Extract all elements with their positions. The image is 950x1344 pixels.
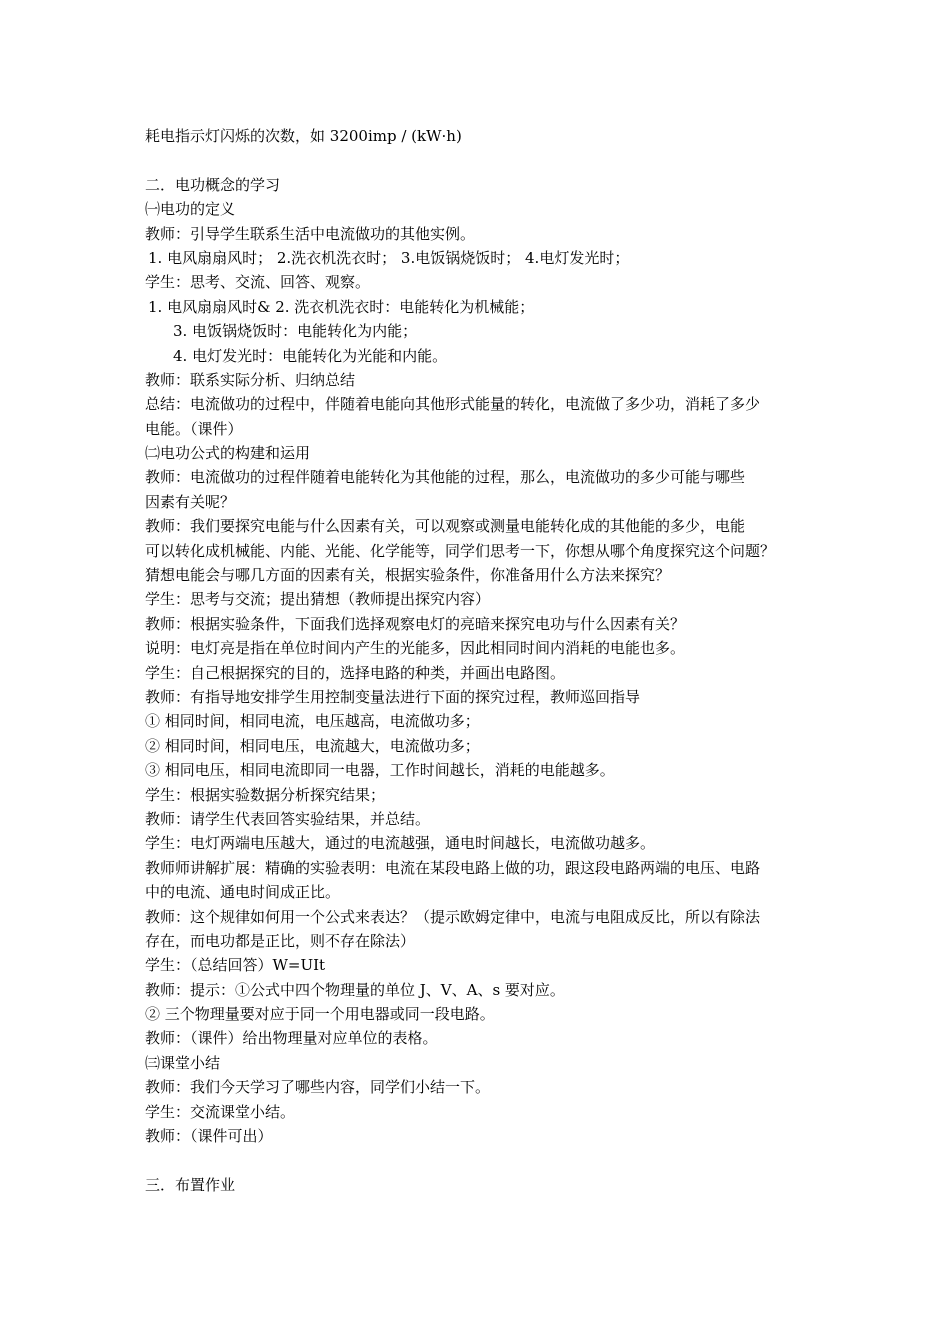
text-line: 教师：我们今天学习了哪些内容，同学们小结一下。 [145, 1078, 491, 1097]
text-line: 4. 电灯发光时：电能转化为光能和内能。 [173, 346, 448, 365]
text-line: 教师：（课件可出） [145, 1127, 273, 1146]
blank-line [145, 148, 810, 172]
text-line: 学生：思考、交流、回答、观察。 [145, 273, 371, 292]
text-line: 学生：根据实验数据分析探究结果； [145, 785, 386, 804]
text-line: 学生：电灯两端电压越大，通过的电流越强，通电时间越长，电流做功越多。 [145, 834, 656, 853]
list-item: ③ 相同电压，相同电流即同一电器，工作时间越长，消耗的电能越多。 [145, 761, 615, 780]
text-line: 教师：（课件）给出物理量对应单位的表格。 [145, 1029, 438, 1048]
subsection-heading: ㈠电功的定义 [145, 200, 236, 219]
text-line: 中的电流、通电时间成正比。 [145, 883, 341, 902]
text-line: 教师：请学生代表回答实验结果，并总结。 [145, 809, 431, 828]
text-line: 猜想电能会与哪几方面的因素有关，根据实验条件，你准备用什么方法来探究？ [145, 566, 671, 585]
text-line: 可以转化成机械能、内能、光能、化学能等，同学们思考一下，你想从哪个角度探究这个问题？ [145, 541, 776, 560]
text-line: 学生：自己根据探究的目的，选择电路的种类，并画出电路图。 [145, 663, 566, 682]
text-line: 教师：我们要探究电能与什么因素有关，可以观察或测量电能转化成的其他能的多少，电能 [145, 517, 746, 536]
text-line: 3. 电饭锅烧饭时：电能转化为内能； [173, 322, 418, 341]
subsection-heading: ㈡电功公式的构建和运用 [145, 444, 311, 463]
text-line: 总结：电流做功的过程中，伴随着电能向其他形式能量的转化，电流做了多少功，消耗了多少 [145, 395, 761, 414]
subsection-heading: ㈢课堂小结 [145, 1053, 221, 1072]
text-line: 电能。（课件） [145, 419, 243, 438]
text-line: 教师：有指导地安排学生用控制变量法进行下面的探究过程，教师巡回指导 [145, 687, 641, 706]
text-line: 教师：引导学生联系生活中电流做功的其他实例。 [145, 224, 476, 243]
text-line: 耗电指示灯闪烁的次数，如 3200imp / (kW·h) [145, 127, 462, 145]
text-line: 教师：电流做功的过程伴随着电能转化为其他能的过程，那么，电流做功的多少可能与哪些 [145, 468, 746, 487]
text-line: 教师：提示：①公式中四个物理量的单位 J、V、A、s 要对应。 [145, 980, 565, 999]
text-line: 说明：电灯亮是指在单位时间内产生的光能多，因此相同时间内消耗的电能也多。 [145, 639, 686, 658]
text-line: 1. 电风扇扇风时& 2. 洗衣机洗衣时：电能转化为机械能； [148, 297, 535, 316]
text-line: 教师师讲解扩展：精确的实验表明：电流在某段电路上做的功，跟这段电路两端的电压、电路 [145, 858, 761, 877]
text-line: 教师：联系实际分析、归纳总结 [145, 370, 356, 389]
text-line: 教师：这个规律如何用一个公式来表达？（提示欧姆定律中，电流与电阻成反比，所以有除法 [145, 907, 761, 926]
text-line: 存在，而电功都是正比，则不存在除法） [145, 931, 416, 950]
list-item: ① 相同时间，相同电流，电压越高，电流做功多； [145, 712, 480, 731]
text-line: 学生：交流课堂小结。 [145, 1102, 296, 1121]
list-item: ② 相同时间，相同电压，电流越大，电流做功多； [145, 736, 480, 755]
document-body [145, 124, 810, 1197]
text-line: 教师：根据实验条件，下面我们选择观察电灯的亮暗来探究电功与什么因素有关？ [145, 614, 686, 633]
formula-line: 学生：（总结回答）W=UIt [145, 956, 326, 975]
text-line: 学生：思考与交流；提出猜想（教师提出探究内容） [145, 590, 491, 609]
section-heading: 三．布置作业 [145, 1175, 236, 1194]
section-heading: 二．电功概念的学习 [145, 175, 281, 194]
text-line: 因素有关呢？ [145, 492, 236, 511]
text-line: 1. 电风扇扇风时； 2.洗衣机洗衣时； 3.电饭锅烧饭时； 4.电灯发光时； [148, 248, 630, 267]
blank-line [145, 1148, 810, 1172]
list-item: ② 三个物理量要对应于同一个用电器或同一段电路。 [145, 1005, 495, 1024]
